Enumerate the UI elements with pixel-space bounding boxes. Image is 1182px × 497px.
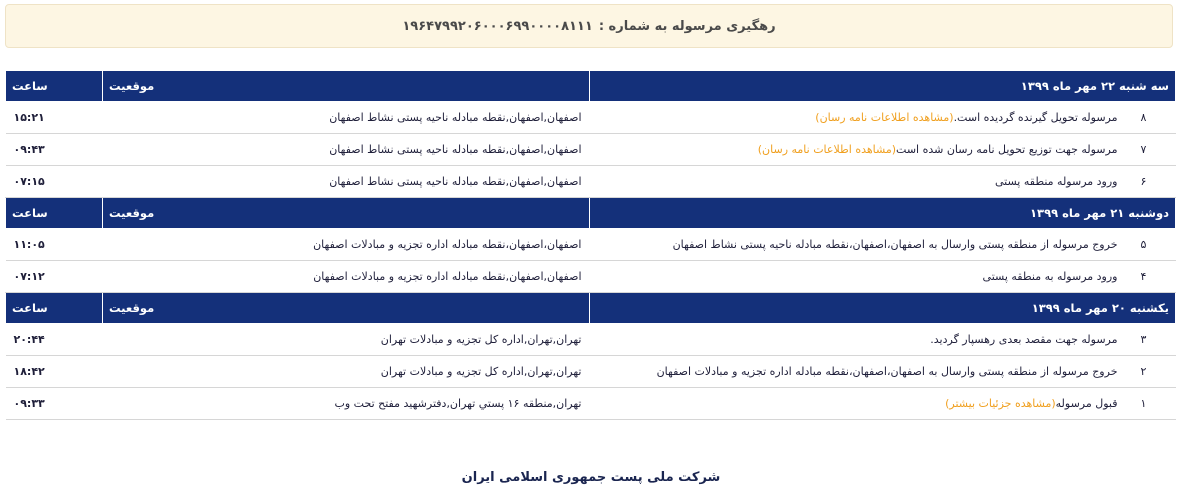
event-index: ۲: [1140, 365, 1147, 378]
event-description-cell: [590, 356, 1176, 388]
event-description: ورود مرسوله منطقه پستی: [995, 175, 1118, 188]
event-row: [6, 388, 1176, 420]
event-location: اصفهان،اصفهان،نقطه مبادله اداره تجزیه و مبادلات اصفهان: [103, 229, 590, 261]
event-time: ۲۰:۴۴: [6, 324, 103, 356]
event-location: اصفهان,اصفهان,نقطه مبادله ناحیه پستی نشاط اصفهان: [103, 102, 590, 134]
event-description: مرسوله تحویل گیرنده گردیده است.: [953, 111, 1118, 124]
event-description: خروج مرسوله از منطقه پستی وارسال به اصفهان،اصفهان،نقطه مبادله ناحیه پستی نشاط اصفهان: [672, 238, 1118, 251]
event-location: اصفهان,اصفهان,نقطه مبادله ناحیه پستی نشاط اصفهان: [103, 134, 590, 166]
details-link[interactable]: (مشاهده اطلاعات نامه رسان): [757, 143, 897, 156]
details-link[interactable]: (مشاهده اطلاعات نامه رسان): [815, 111, 954, 124]
event-description: مرسوله جهت توزیع تحویل نامه رسان شده است: [896, 143, 1118, 156]
event-index: ۷: [1140, 143, 1147, 156]
footer-company-name: شرکت ملی پست جمهوری اسلامی ایران: [461, 470, 721, 485]
location-column-header: موقعیت: [103, 198, 590, 229]
event-location: تهران,منطقه ۱۶ پستي تهران,دفترشهید مفتح تحت وب: [103, 388, 590, 420]
event-time: ۱۱:۰۵: [6, 229, 103, 261]
event-row: [6, 102, 1176, 134]
tracking-label: رهگیری مرسوله به شماره :: [598, 18, 776, 34]
event-time: ۱۸:۴۲: [6, 356, 103, 388]
event-description: ورود مرسوله به منطقه پستی: [982, 270, 1118, 283]
event-description-cell: [590, 324, 1176, 356]
tracking-table: [5, 70, 1176, 420]
day-date: دوشنبه ۲۱ مهر ماه ۱۳۹۹: [590, 198, 1176, 229]
time-column-header: ساعت: [6, 71, 103, 102]
event-time: ۰۹:۴۳: [6, 134, 103, 166]
event-description-cell: [590, 134, 1176, 166]
event-location: تهران,تهران,اداره کل تجزیه و مبادلات تهران: [103, 356, 590, 388]
day-header-row: [6, 198, 1176, 229]
location-column-header: موقعیت: [103, 293, 590, 324]
tracking-banner: [5, 4, 1173, 48]
event-row: [6, 261, 1176, 293]
event-location: اصفهان,اصفهان,نقطه مبادله اداره تجزیه و مبادلات اصفهان: [103, 261, 590, 293]
event-row: [6, 134, 1176, 166]
event-description-cell: [590, 261, 1176, 293]
event-index: ۳: [1140, 333, 1147, 346]
event-description-cell: [590, 388, 1176, 420]
details-link[interactable]: (مشاهده جزئیات بیشتر): [945, 397, 1056, 410]
event-description: مرسوله جهت مقصد بعدی رهسپار گردید.: [930, 333, 1118, 346]
event-location: اصفهان,اصفهان,نقطه مبادله ناحیه پستی نشاط اصفهان: [103, 166, 590, 198]
event-description: خروج مرسوله از منطقه پستی وارسال به اصفهان،اصفهان،نقطه مبادله اداره تجزیه و مبادلات اصفهان: [656, 365, 1118, 378]
event-index: ۱: [1140, 397, 1147, 410]
event-description-cell: [590, 166, 1176, 198]
event-description: قبول مرسوله: [1055, 397, 1118, 410]
day-header-row: [6, 71, 1176, 102]
event-index: ۴: [1140, 270, 1147, 283]
event-row: [6, 324, 1176, 356]
event-index: ۸: [1140, 111, 1147, 124]
event-row: [6, 356, 1176, 388]
event-time: ۱۵:۲۱: [6, 102, 103, 134]
event-row: [6, 229, 1176, 261]
event-index: ۵: [1140, 238, 1147, 251]
event-description-cell: [590, 229, 1176, 261]
event-time: ۰۷:۱۵: [6, 166, 103, 198]
event-description-cell: [590, 102, 1176, 134]
day-header-row: [6, 293, 1176, 324]
day-date: یکشنبه ۲۰ مهر ماه ۱۳۹۹: [590, 293, 1176, 324]
event-time: ۰۹:۳۳: [6, 388, 103, 420]
event-location: تهران,تهران,اداره کل تجزیه و مبادلات تهران: [103, 324, 590, 356]
day-date: سه شنبه ۲۲ مهر ماه ۱۳۹۹: [590, 71, 1176, 102]
event-time: ۰۷:۱۲: [6, 261, 103, 293]
location-column-header: موقعیت: [103, 71, 590, 102]
time-column-header: ساعت: [6, 293, 103, 324]
event-row: [6, 166, 1176, 198]
tracking-number: ۱۹۶۴۷۹۹۲۰۶۰۰۰۶۹۹۰۰۰۰۸۱۱۱: [402, 18, 593, 34]
event-index: ۶: [1140, 175, 1147, 188]
time-column-header: ساعت: [6, 198, 103, 229]
